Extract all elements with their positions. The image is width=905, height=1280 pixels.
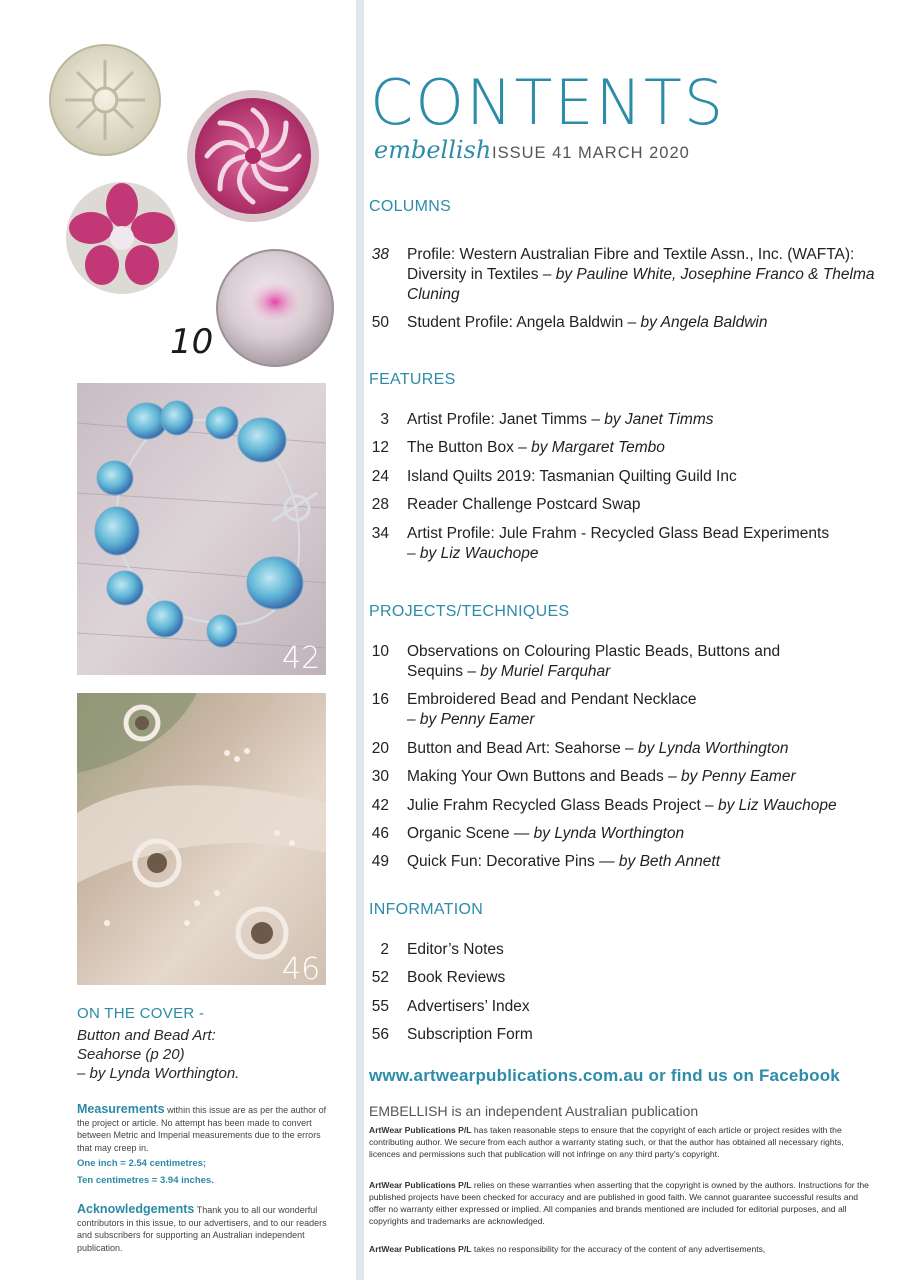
textile-photo (77, 693, 326, 985)
measurements-note: Measurements within this issue are as per the author of the project or article. No attempt has been made to convert between Metric and Imperial measurements due to the errors that may creep in. One inch = 2.54 centimetres; Ten centimetres = 3.94 inches. (77, 1102, 327, 1186)
cover-caption: Button and Bead Art: Seahorse (p 20) – by Lynda Worthington. (77, 1027, 240, 1082)
section-features: FEATURES (369, 371, 456, 388)
legal-advertising: ArtWear Publications P/L takes no responsibility for the accuracy of the content of any advertisements, (369, 1244, 766, 1254)
independent-note: EMBELLISH is an independent Australian publication (369, 1103, 699, 1119)
website-link[interactable]: www.artwearpublications.com.au or find us on Facebook (369, 1066, 840, 1085)
bracelet-photo (77, 383, 326, 675)
buttons-page-number: 10 (170, 322, 214, 362)
page-title: CONTENTS (370, 66, 726, 139)
cm-conversion: Ten centimetres = 3.94 inches. (77, 1174, 214, 1186)
section-projects: PROJECTS/TECHNIQUES (369, 603, 570, 620)
inch-conversion: One inch = 2.54 centimetres; (77, 1158, 207, 1169)
bracelet-page-number: 42 (282, 641, 321, 676)
section-columns: COLUMNS (369, 198, 452, 215)
legal-warranty: ArtWear Publications P/L relies on these warranties when asserting that the copyright is owned by the authors. Instructions for the published projects have been checked for accuracy and are published in good faith. We cannot guarantee successful results and offer no warranty either expressed or implied. All companies and brands mentioned are included for editorial purposes, and all copyrights and trademarks are acknowledged. (369, 1180, 869, 1226)
divider-stripe (356, 0, 364, 1280)
acknowledgements-note: Acknowledgements Thank you to all our wonderful contributors in this issue, to our advertisers, and to our readers and subscribers for supporting an Australian independent publication. (77, 1202, 327, 1253)
legal-copyright: ArtWear Publications P/L has taken reasonable steps to ensure that the copyright of each article or project resides with the contributing author. We secure from each author a warranty stating such, or that the author has obtained all necessary rights, licences and permissions such that publication will not infringe on any third party’s copyright. (369, 1125, 844, 1159)
cover-heading: ON THE COVER - (77, 1005, 205, 1022)
issue-info: ISSUE 41 MARCH 2020 (492, 144, 690, 162)
brand-logo: embellish (374, 136, 492, 164)
buttons-photo (40, 40, 340, 370)
textile-page-number: 46 (282, 952, 321, 987)
section-information: INFORMATION (369, 901, 484, 918)
